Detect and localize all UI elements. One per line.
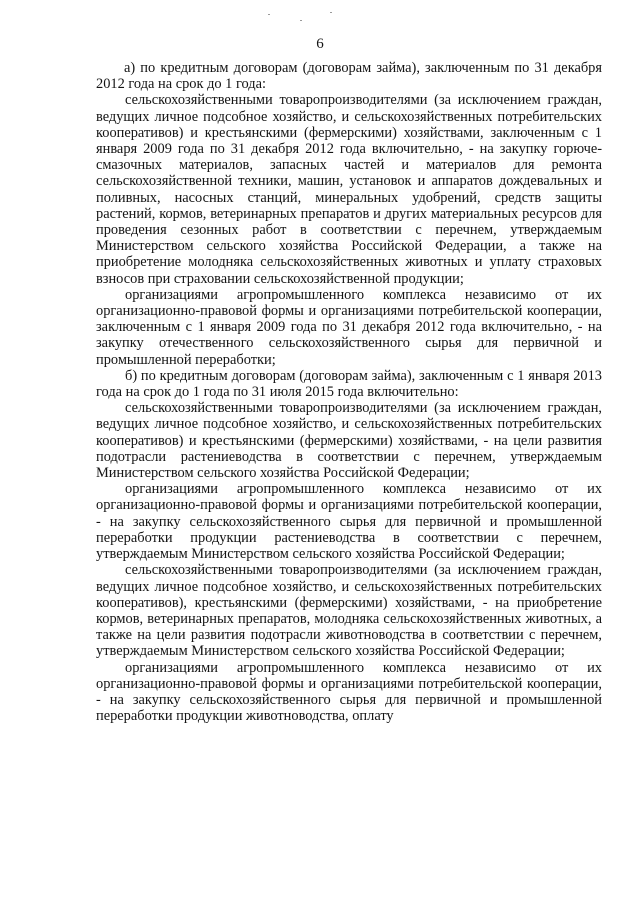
paragraph: организациями агропромышленного комплекса независимо от их организационно-правовой формы и организациями потребительской кооперации, - на закупку сельскохозяйственного сырья для первичной и промышленной переработки продукции животноводства, оплату [96,659,602,725]
document-body [96,60,602,724]
paragraph: сельскохозяйственными товаропроизводителями (за исключением граждан, ведущих личное подсобное хозяйство, и сельскохозяйственных потребительских кооперативов), крестьянскими (фермерскими) хозяйствами, - на приобретение кормов, ветеринарных препаратов, молодняка сельскохозяйственных животных, а также на цели развития подотрасли животноводства в соответствии с перечнем, утверждаемым Министерством сельского хозяйства Российской Федерации; [96,562,602,660]
paragraph: сельскохозяйственными товаропроизводителями (за исключением граждан, ведущих личное подсобное хозяйство, и сельскохозяйственных потребительских кооперативов) и крестьянскими (фермерскими) хозяйствами, заключенным с 1 января 2009 года по 31 декабря 2012 года включительно, - на закупку горюче-смазочных материалов, запасных частей и материалов для ремонта сельскохозяйственной техники, машин, установок и аппаратов дождевальных и поливных, насосных станций, минеральных удобрений, средств защиты растений, кормов, ветеринарных препаратов и других материальных ресурсов для проведения сезонных работ в соответствии с перечнем, утверждаемым Министерством сельского хозяйства Российской Федерации, а также на приобретение молодняка сельскохозяйственных животных и уплату страховых взносов при страховании сельскохозяйственной продукции; [96,92,602,287]
paragraph: сельскохозяйственными товаропроизводителями (за исключением граждан, ведущих личное подсобное хозяйство, и сельскохозяйственных потребительских кооперативов) и крестьянскими (фермерскими) хозяйствами, - на цели развития подотрасли растениеводства в соответствии с перечнем, утверждаемым Министерством сельского хозяйства Российской Федерации; [96,400,602,482]
page-number: 6 [316,36,324,52]
paragraph: организациями агропромышленного комплекса независимо от их организационно-правовой формы и организациями потребительской кооперации, заключенным с 1 января 2009 года по 31 декабря 2012 года включительно, - на закупку отечественного сельскохозяйственного сырья для первичной и промышленной переработки; [96,286,602,368]
scan-speck [330,12,332,13]
scan-speck [268,14,270,15]
paragraph: б) по кредитным договорам (договорам займа), заключенным с 1 января 2013 года на срок до 1 года по 31 июля 2015 года включительно: [96,367,602,401]
scan-speck [300,20,302,21]
paragraph: а) по кредитным договорам (договорам займа), заключенным по 31 декабря 2012 года на срок до 1 года: [96,60,602,93]
paragraph: организациями агропромышленного комплекса независимо от их организационно-правовой формы и организациями потребительской кооперации, - на закупку сельскохозяйственного сырья для первичной и промышленной переработки продукции растениеводства в соответствии с перечнем, утверждаемым Министерством сельского хозяйства Российской Федерации; [96,481,602,563]
